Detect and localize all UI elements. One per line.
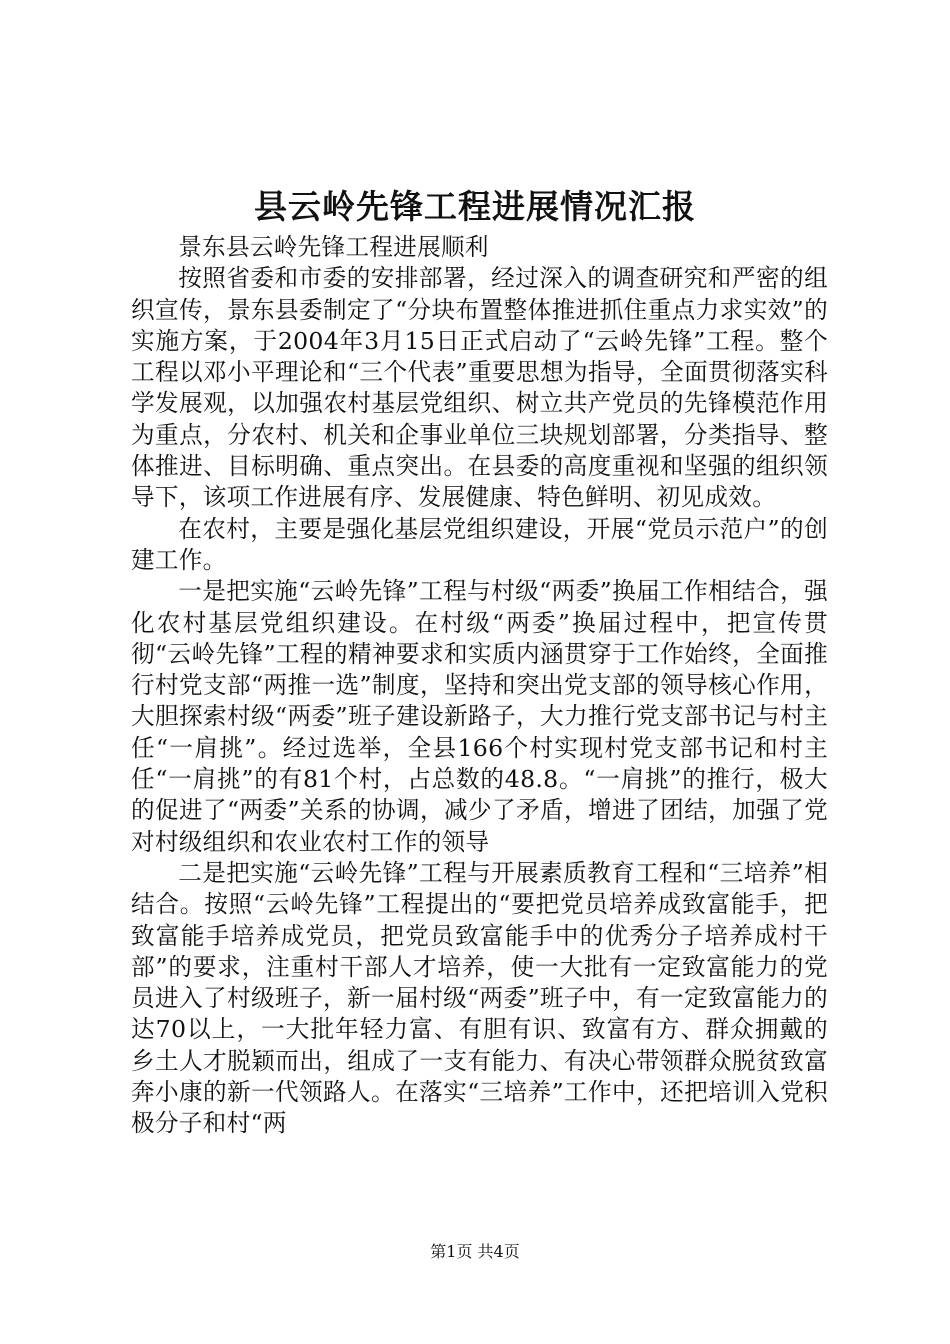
paragraph-rural: 在农村，主要是强化基层党组织建设，开展“党员示范户”的创建工作。 [131, 514, 828, 574]
paragraph-point-one: 一是把实施“云岭先锋”工程与村级“两委”换届工作相结合，强化农村基层党组织建设。在村级“两委”换届过程中，把宣传贯彻“云岭先锋”工程的精神要求和实质内涵贯穿于工作始终，全面推行村党支部“两推一选”制度，坚持和突出党支部的领导核心作用，大胆探索村级“两委”班子建设新路子，大力推行党支部书记与村主任“一肩挑”。经过选举，全县166个村实现村党支部书记和村主任“一肩挑”的有81个村，占总数的48.8。“一肩挑”的推行，极大的促进了“两委”关系的协调，减少了矛盾，增进了团结，加强了党对村级组织和农业农村工作的领导 [131, 577, 828, 856]
document-body [131, 232, 828, 1140]
document-title: 县云岭先锋工程进展情况汇报 [254, 187, 696, 226]
paragraph-point-two: 二是把实施“云岭先锋”工程与开展素质教育工程和“三培养”相结合。按照“云岭先锋”工程提出的“要把党员培养成致富能手，把致富能手培养成党员，把党员致富能手中的优秀分子培养成村干部”的要求，注重村干部人才培养，使一大批有一定致富能力的党员进入了村级班子，新一届村级“两委”班子中，有一定致富能力的达70以上，一大批年轻力富、有胆有识、致富有方、群众拥戴的乡土人才脱颖而出，组成了一支有能力、有决心带领群众脱贫致富奔小康的新一代领路人。在落实“三培养”工作中，还把培训入党积极分子和村“两 [131, 858, 828, 1138]
page-footer: 第1页 共4页 [430, 1242, 520, 1261]
paragraph-intro: 按照省委和市委的安排部署，经过深入的调查研究和严密的组织宣传，景东县委制定了“分块布置整体推进抓住重点力求实效”的实施方案，于2004年3月15日正式启动了“云岭先锋”工程。整个工程以邓小平理论和“三个代表”重要思想为指导，全面贯彻落实科学发展观，以加强农村基层党组织、树立共产党员的先锋模范作用为重点，分农村、机关和企事业单位三块规划部署，分类指导、整体推进、目标明确、重点突出。在县委的高度重视和坚强的组织领导下，该项工作进展有序、发展健康、特色鲜明、初见成效。 [131, 264, 828, 512]
paragraph-subtitle: 景东县云岭先锋工程进展顺利 [178, 233, 489, 261]
